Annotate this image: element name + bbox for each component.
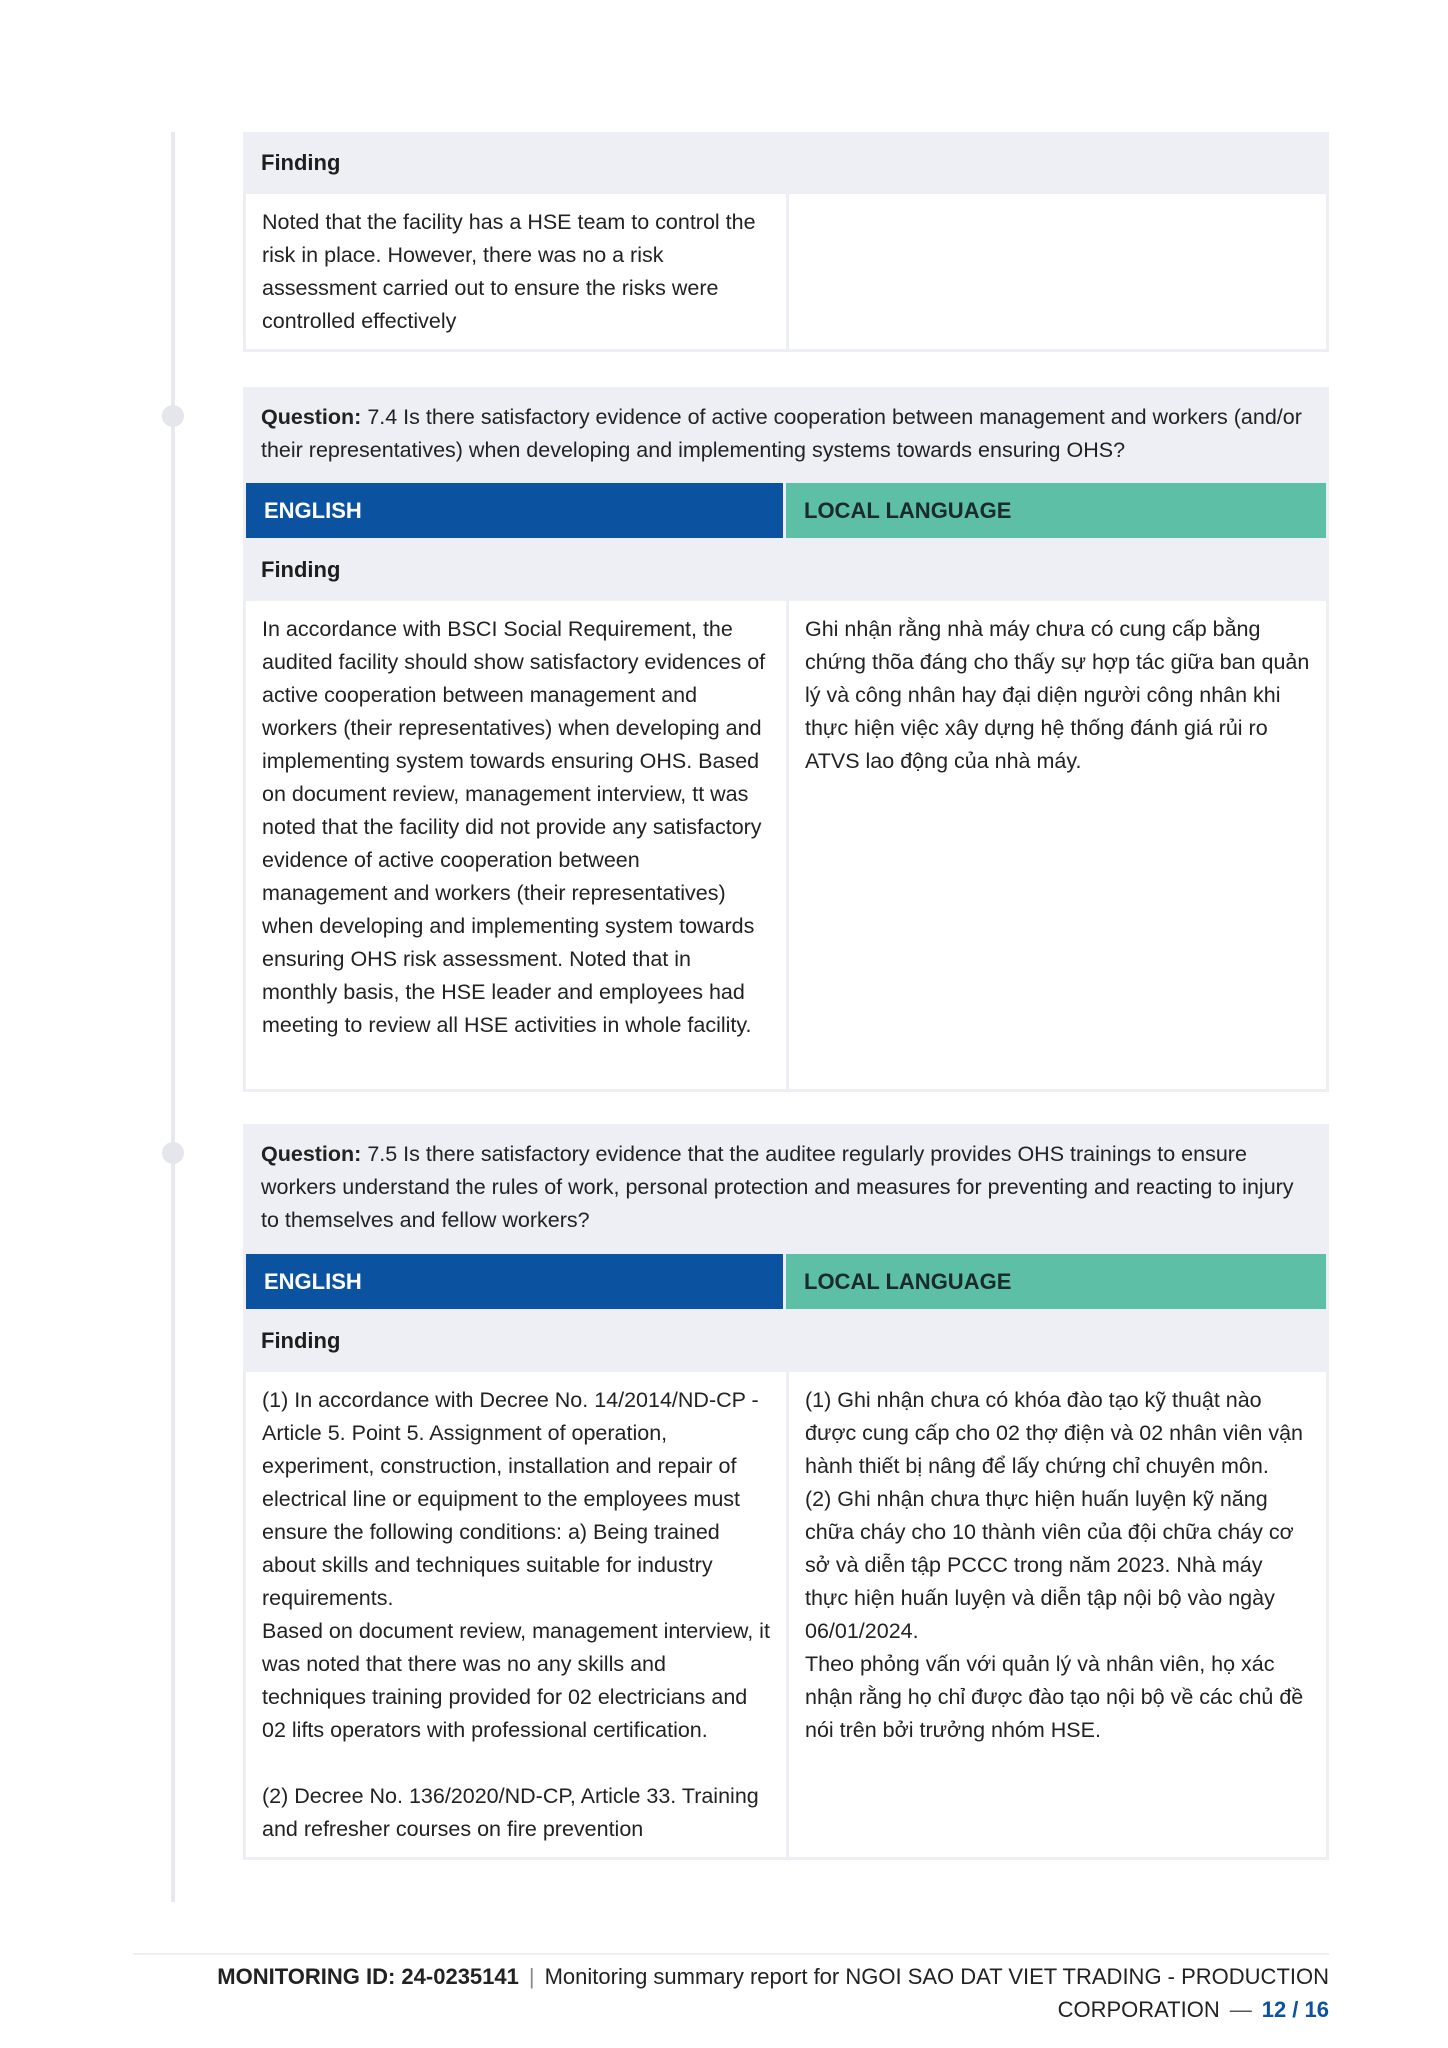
finding-header: Finding [243,1309,1329,1372]
finding-row [243,194,1329,352]
language-header-row [243,1254,1329,1309]
footer-separator: | [528,1964,535,1989]
page-number: 12 / 16 [1261,1997,1329,2022]
english-header: ENGLISH [243,1254,786,1309]
monitoring-id: MONITORING ID: 24-0235141 [217,1964,519,1989]
question-text [243,387,1329,483]
finding-block-7-3 [243,132,1329,352]
footer-dash: — [1229,1997,1252,2022]
finding-english-text: (1) In accordance with Decree No. 14/2014/ND-CP - Article 5. Point 5. Assignment of operation, experiment, construction, installation and repair of electrical line or equipment to the employees must ensure the following conditions: a) Being trained about skills and techniques suitable for industry requirements. Based on document review, management interview, it was noted that there was no any skills and techniques training provided for 02 electricians and 02 lifts operators with professional certification. (2) Decree No. 136/2020/ND-CP, Article 33. Training and refresher courses on fire prevention [262,1388,770,1841]
finding-header: Finding [243,132,1329,194]
finding-header: Finding [243,538,1329,601]
timeline-dot [162,1142,184,1164]
finding-english-text: In accordance with BSCI Social Requirement, the audited facility should show satisfactory evidences of active cooperation between management and workers (their representatives) when developing and implementing system towards ensuring OHS. Based on document review, management interview, tt was noted that the facility did not provide any satisfactory evidence of active cooperation between management and workers (their representatives) when developing and implementing system towards ensuring OHS risk assessment. Noted that in monthly basis, the HSE leader and employees had meeting to review all HSE activities in whole facility. [262,617,766,1037]
local-language-header: LOCAL LANGUAGE [786,1254,1329,1309]
english-header: ENGLISH [243,483,786,538]
question-label: Question: [261,405,362,429]
question-block-7-4 [243,387,1329,1092]
finding-local-text [786,194,1326,349]
question-body: 7.4 Is there satisfactory evidence of active cooperation between management and workers (and/or their representatives) when developing and implementing systems towards ensuring OHS? [261,405,1302,462]
language-header-row [243,483,1329,538]
finding-local-text: (1) Ghi nhận chưa có khóa đào tạo kỹ thuật nào được cung cấp cho 02 thợ điện và 02 nhân viên vận hành thiết bị nâng để lấy chứng chỉ chuyên môn. (2) Ghi nhận chưa thực hiện huấn luyện kỹ năng chữa cháy cho 10 thành viên của đội chữa cháy cơ sở và diễn tập PCCC trong năm 2023. Nhà máy thực hiện huấn luyện và diễn tập nội bộ vào ngày 06/01/2024. Theo phỏng vấn với quản lý và nhân viên, họ xác nhận rằng họ chỉ được đào tạo nội bộ về các chủ đề nói trên bởi trưởng nhóm HSE. [786,1372,1326,1857]
finding-english-text: Noted that the facility has a HSE team to control the risk in place. However, there was no a risk assessment carried out to ensure the risks were controlled effectively [262,210,756,333]
page-footer [149,1960,1329,2026]
finding-local-text: Ghi nhận rằng nhà máy chưa có cung cấp bằng chứng thõa đáng cho thấy sự hợp tác giữa ban quản lý và công nhân hay đại diện người công nhân khi thực hiện việc xây dựng hệ thống đánh giá rủi ro ATVS lao động của nhà máy. [786,601,1326,1089]
question-block-7-5 [243,1124,1329,1860]
timeline-line [171,132,175,1902]
question-text [243,1124,1329,1254]
footer-divider [133,1953,1329,1955]
question-label: Question: [261,1142,362,1166]
timeline-dot [162,405,184,427]
finding-row [243,1372,1329,1860]
question-body: 7.5 Is there satisfactory evidence that the auditee regularly provides OHS trainings to ensure workers understand the rules of work, personal protection and measures for preventing and reacting to injury to themselves and fellow workers? [261,1142,1294,1232]
finding-row [243,601,1329,1092]
report-title: Monitoring summary report for NGOI SAO DAT VIET TRADING - PRODUCTION CORPORATION [544,1964,1329,2022]
local-language-header: LOCAL LANGUAGE [786,483,1329,538]
